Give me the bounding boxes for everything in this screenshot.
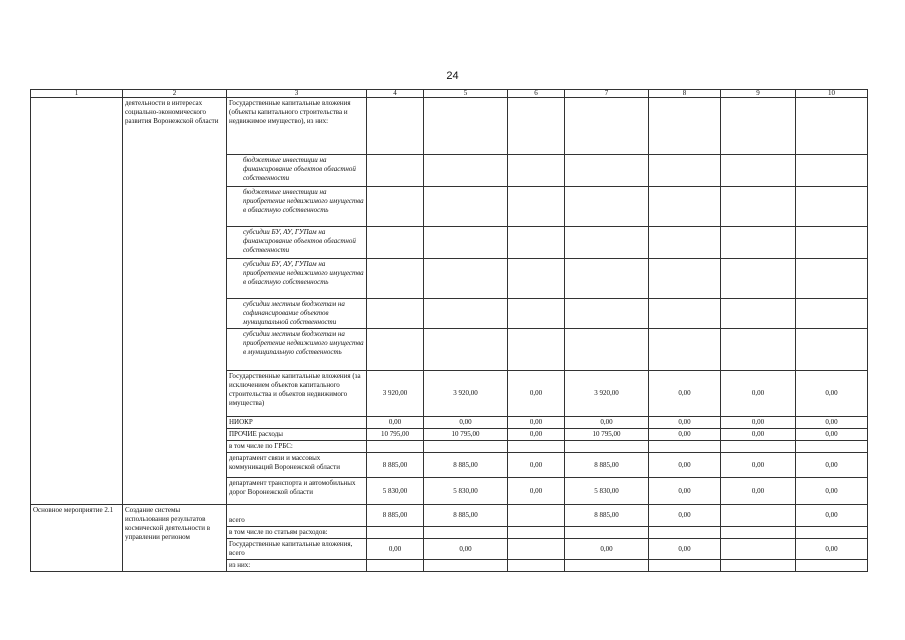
budget-table xyxy=(30,89,868,572)
value-cell xyxy=(721,187,796,227)
value-cell: 3 920,00 xyxy=(424,371,508,417)
expense-item-label: субсидии местным бюджетам на приобретение недвижимого имущества в муниципальную собственность xyxy=(227,329,367,371)
value-cell xyxy=(565,227,649,259)
value-cell: 0,00 xyxy=(649,453,721,478)
value-cell xyxy=(424,527,508,539)
value-cell: 8 885,00 xyxy=(565,505,649,527)
value-cell: 0,00 xyxy=(508,371,565,417)
value-cell xyxy=(565,259,649,299)
value-cell xyxy=(508,539,565,560)
value-cell: 0,00 xyxy=(796,429,868,441)
value-cell: 0,00 xyxy=(649,539,721,560)
value-cell xyxy=(565,299,649,329)
value-cell xyxy=(367,299,424,329)
value-cell xyxy=(649,98,721,155)
expense-item-label: Государственные капитальные вложения, всего xyxy=(227,539,367,560)
value-cell xyxy=(508,98,565,155)
value-cell: 0,00 xyxy=(721,453,796,478)
value-cell xyxy=(649,527,721,539)
expense-item-label: бюджетные инвестиции на приобретение недвижимого имущества в областную собственность xyxy=(227,187,367,227)
value-cell xyxy=(424,299,508,329)
value-cell: 0,00 xyxy=(649,417,721,429)
value-cell xyxy=(424,155,508,187)
value-cell xyxy=(367,98,424,155)
value-cell xyxy=(565,441,649,453)
col-header-2: 2 xyxy=(123,90,227,98)
col-header-9: 9 xyxy=(721,90,796,98)
value-cell xyxy=(367,527,424,539)
value-cell xyxy=(367,441,424,453)
value-cell: 0,00 xyxy=(796,539,868,560)
value-cell: 0,00 xyxy=(721,478,796,505)
col-header-4: 4 xyxy=(367,90,424,98)
value-cell xyxy=(721,560,796,572)
value-cell xyxy=(721,329,796,371)
expense-item-label: в том числе по статьям расходов: xyxy=(227,527,367,539)
value-cell: 0,00 xyxy=(796,417,868,429)
value-cell: 0,00 xyxy=(565,539,649,560)
value-cell xyxy=(508,155,565,187)
page-number: 24 xyxy=(446,70,459,82)
value-cell: 8 885,00 xyxy=(424,453,508,478)
table-row xyxy=(31,98,868,155)
value-cell: 0,00 xyxy=(649,505,721,527)
value-cell xyxy=(508,299,565,329)
value-cell xyxy=(367,155,424,187)
expense-item-label: в том числе по ГРБС: xyxy=(227,441,367,453)
expense-item-label: бюджетные инвестиции на финансирование объектов областной собственности xyxy=(227,155,367,187)
expense-item-label: субсидии местным бюджетам на софинансирование объектов муниципальной собственности xyxy=(227,299,367,329)
value-cell xyxy=(424,259,508,299)
value-cell: 8 885,00 xyxy=(367,505,424,527)
value-cell: 0,00 xyxy=(649,371,721,417)
value-cell: 5 830,00 xyxy=(565,478,649,505)
value-cell: 0,00 xyxy=(721,429,796,441)
value-cell xyxy=(721,299,796,329)
expense-item-label: ПРОЧИЕ расходы xyxy=(227,429,367,441)
value-cell xyxy=(649,155,721,187)
value-cell xyxy=(565,187,649,227)
value-cell xyxy=(796,155,868,187)
value-cell xyxy=(367,227,424,259)
value-cell: 3 920,00 xyxy=(565,371,649,417)
expense-item-label: департамент связи и массовых коммуникаций Воронежской области xyxy=(227,453,367,478)
value-cell xyxy=(796,227,868,259)
program-name-cell: Создание системы использования результатов космической деятельности в управлении регионом xyxy=(123,505,227,572)
value-cell: 0,00 xyxy=(565,417,649,429)
value-cell xyxy=(721,441,796,453)
column-number-row xyxy=(31,90,868,98)
value-cell xyxy=(424,187,508,227)
expense-item-label: из них: xyxy=(227,560,367,572)
value-cell xyxy=(508,527,565,539)
value-cell xyxy=(565,98,649,155)
value-cell xyxy=(796,329,868,371)
value-cell: 0,00 xyxy=(367,539,424,560)
value-cell: 5 830,00 xyxy=(424,478,508,505)
value-cell xyxy=(796,187,868,227)
value-cell xyxy=(565,560,649,572)
value-cell xyxy=(721,227,796,259)
value-cell xyxy=(424,98,508,155)
value-cell xyxy=(508,329,565,371)
value-cell xyxy=(796,299,868,329)
col-header-1: 1 xyxy=(31,90,123,98)
value-cell xyxy=(649,259,721,299)
value-cell: 0,00 xyxy=(796,478,868,505)
value-cell xyxy=(565,329,649,371)
value-cell xyxy=(796,527,868,539)
expense-item-label: Государственные капитальные вложения (за исключением объектов капитального строительства и объектов недвижимого имущества) xyxy=(227,371,367,417)
value-cell xyxy=(424,329,508,371)
value-cell xyxy=(649,441,721,453)
col-header-5: 5 xyxy=(424,90,508,98)
value-cell: 0,00 xyxy=(649,478,721,505)
value-cell xyxy=(721,527,796,539)
value-cell xyxy=(565,155,649,187)
value-cell: 0,00 xyxy=(424,539,508,560)
col-header-3: 3 xyxy=(227,90,367,98)
expense-item-label: субсидии БУ, АУ, ГУПам на приобретение недвижимого имущества в областную собственность xyxy=(227,259,367,299)
expense-item-label: НИОКР xyxy=(227,417,367,429)
value-cell xyxy=(565,527,649,539)
value-cell: 8 885,00 xyxy=(424,505,508,527)
value-cell: 0,00 xyxy=(508,429,565,441)
value-cell xyxy=(508,505,565,527)
value-cell: 0,00 xyxy=(796,453,868,478)
col-header-6: 6 xyxy=(508,90,565,98)
value-cell xyxy=(508,259,565,299)
value-cell xyxy=(508,441,565,453)
col-header-8: 8 xyxy=(649,90,721,98)
value-cell: 3 920,00 xyxy=(367,371,424,417)
value-cell xyxy=(508,560,565,572)
value-cell xyxy=(367,187,424,227)
value-cell xyxy=(367,329,424,371)
value-cell: 10 795,00 xyxy=(565,429,649,441)
value-cell xyxy=(649,227,721,259)
value-cell xyxy=(796,259,868,299)
value-cell xyxy=(649,560,721,572)
value-cell xyxy=(367,259,424,299)
value-cell xyxy=(721,98,796,155)
value-cell xyxy=(508,227,565,259)
value-cell xyxy=(649,329,721,371)
expense-item-label: департамент транспорта и автомобильных дорог Воронежской области xyxy=(227,478,367,505)
value-cell: 8 885,00 xyxy=(565,453,649,478)
expense-item-label: субсидии БУ, АУ, ГУПам на финансирование объектов областной собственности xyxy=(227,227,367,259)
program-name-cell: деятельности в интересах социально-экономического развития Воронежской области xyxy=(123,98,227,505)
measure-name-cell: Основное мероприятие 2.1 xyxy=(31,505,123,572)
table-row xyxy=(31,505,868,527)
value-cell xyxy=(796,441,868,453)
value-cell xyxy=(721,155,796,187)
value-cell xyxy=(721,539,796,560)
value-cell: 10 795,00 xyxy=(424,429,508,441)
value-cell: 8 885,00 xyxy=(367,453,424,478)
col-header-7: 7 xyxy=(565,90,649,98)
value-cell: 0,00 xyxy=(508,417,565,429)
value-cell xyxy=(367,560,424,572)
value-cell: 0,00 xyxy=(721,371,796,417)
value-cell: 0,00 xyxy=(508,453,565,478)
value-cell: 0,00 xyxy=(796,371,868,417)
value-cell: 0,00 xyxy=(367,417,424,429)
value-cell xyxy=(649,187,721,227)
value-cell: 0,00 xyxy=(424,417,508,429)
value-cell xyxy=(424,227,508,259)
value-cell: 0,00 xyxy=(796,505,868,527)
value-cell: 0,00 xyxy=(721,417,796,429)
value-cell: 0,00 xyxy=(649,429,721,441)
col-header-10: 10 xyxy=(796,90,868,98)
value-cell xyxy=(796,98,868,155)
value-cell xyxy=(424,441,508,453)
value-cell xyxy=(721,259,796,299)
expense-item-label: всего xyxy=(227,505,367,527)
value-cell xyxy=(796,560,868,572)
expense-item-label: Государственные капитальные вложения (объекты капитального строительства и недвижимое имущество), из них: xyxy=(227,98,367,155)
value-cell: 10 795,00 xyxy=(367,429,424,441)
value-cell xyxy=(649,299,721,329)
value-cell xyxy=(424,560,508,572)
measure-name-cell xyxy=(31,98,123,505)
value-cell: 0,00 xyxy=(508,478,565,505)
value-cell: 5 830,00 xyxy=(367,478,424,505)
value-cell xyxy=(508,187,565,227)
value-cell xyxy=(721,505,796,527)
